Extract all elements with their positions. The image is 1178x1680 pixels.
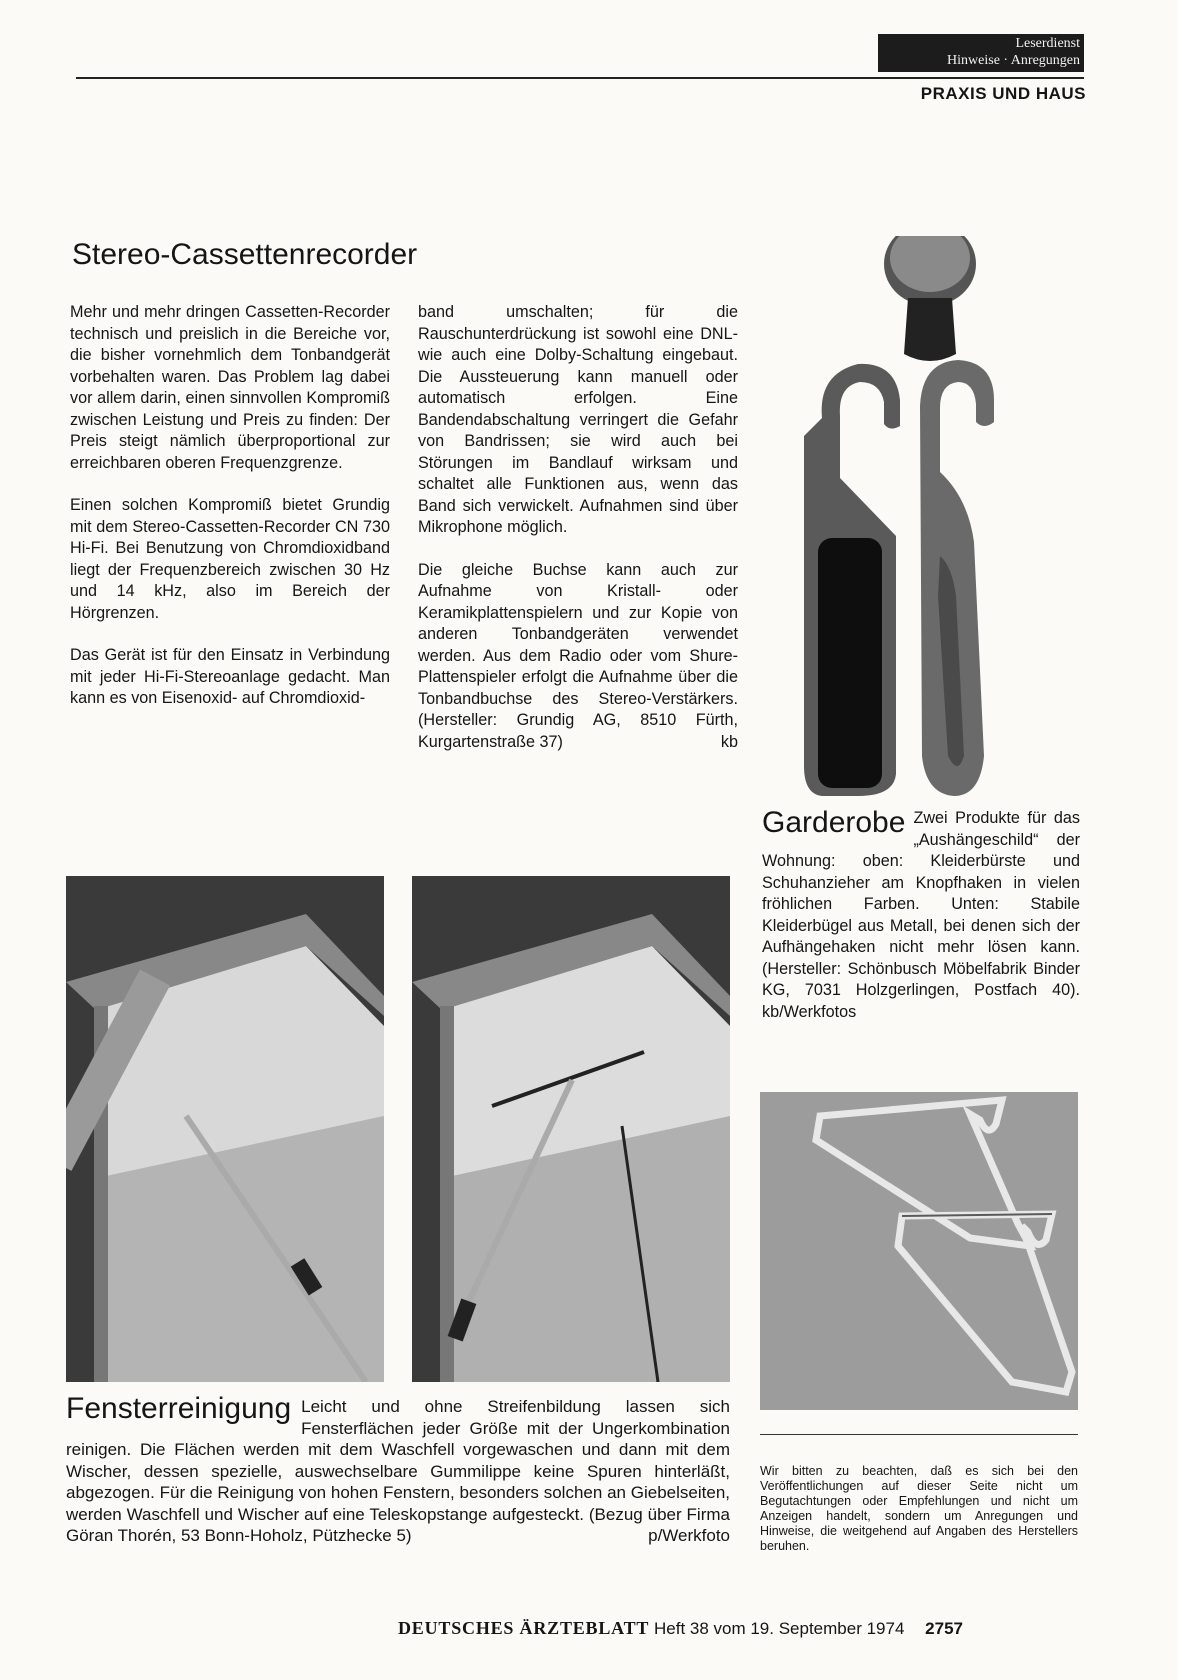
section-title: PRAXIS UND HAUS xyxy=(920,84,1086,103)
section-badge xyxy=(878,34,1084,72)
issue-info: Heft 38 vom 19. September 1974 xyxy=(653,1619,905,1638)
article-column-1 xyxy=(70,302,390,731)
paragraph: Die gleiche Buchse kann auch zur Aufnahme von Kristall- oder Keramikplattenspielern und zur Kopie von anderen Tonbandgeräten verwendet werden. Aus dem Radio oder vom Shure-Plattenspieler erfolgt die Aufnahme über die Tonbandbuchse des Stereo-Verstärkers. (Hersteller: Grundig AG, 8510 Fürth, Kurgartenstraße 37) kb xyxy=(418,560,738,754)
photo-brush-shoehorn xyxy=(798,236,1008,796)
paragraph: Einen solchen Kompromiß bietet Grundig mit dem Stereo-Cassetten-Recorder CN 730 Hi-Fi. Bei Benutzung von Chromdioxidband liegt der Frequenzbereich zwischen 30 Hz und 14 kHz, also im Bereich der Hörgrenzen. xyxy=(70,496,390,622)
photo-window-cleaning-2 xyxy=(412,876,730,1382)
note-rule xyxy=(760,1434,1078,1435)
paragraph: Mehr und mehr dringen Cassetten-Recorder technisch und preislich in die Bereiche vor, die bisher vornehmlich dem Tonbandgerät vorbehalten waren. Das Problem lag dabei vor allem darin, einen sinnvollen Kompromiß zwischen Leistung und Preis zu finden: Der Preis steigt nämlich überproportional zur erreichbaren oberen Frequenzgrenze. xyxy=(70,303,390,472)
article-title: Stereo-Cassettenrecorder xyxy=(72,238,418,271)
garderobe-text: Zwei Produkte für das „Aushängeschild“ der Wohnung: oben: Kleiderbürste und Schuhanzieher am Knopfhaken in vielen fröhlichen Farben. Unten: Stabile Kleiderbügel aus Metall, bei denen sich der Aufhängehaken nicht mehr lösen kann. (Hersteller: Schönbusch Möbelfabrik Binder KG, 7031 Holzgerlingen, Postfach 40). kb/Werkfotos xyxy=(762,809,1080,1021)
author-sign: kb xyxy=(720,732,738,751)
photo-window-cleaning-1 xyxy=(66,876,384,1382)
badge-line-1: Leserdienst xyxy=(1015,36,1080,51)
article-column-2 xyxy=(418,302,738,753)
disclaimer-note: Wir bitten zu beachten, daß es sich bei den Veröffentlichungen auf dieser Seite nicht um Begutachtungen oder Empfehlungen und nicht um Anzeigen handelt, sondern um Anregungen und Hinweise, die weitgehend auf Angaben des Herstellers beruhen. xyxy=(760,1464,1078,1553)
page-footer xyxy=(398,1618,963,1639)
paragraph: Das Gerät ist für den Einsatz in Verbindung mit jeder Hi-Fi-Stereoanlage gedacht. Man kann es von Eisenoxid- auf Chromdioxid- xyxy=(70,646,390,707)
garderobe-caption xyxy=(762,808,1080,1023)
fenster-sign: p/Werkfoto xyxy=(648,1526,730,1545)
paragraph: band umschalten; für die Rauschunterdrückung ist sowohl eine DNL- wie auch eine Dolby-Schaltung eingebaut. Die Aussteuerung kann manuell oder automatisch erfolgen. Eine Bandendabschaltung verringert die Gefahr von Bandrissen; sie wird auch bei Störungen im Bandlauf wirksam und schaltet alle Funktionen aus, wenn das Band sich verwickelt. Aufnahmen sind über Mikrophone möglich. xyxy=(418,303,738,536)
photo-hangers xyxy=(760,1092,1078,1410)
header-rule xyxy=(76,77,1084,79)
garderobe-heading: Garderobe xyxy=(762,806,906,839)
fenster-heading: Fensterreinigung xyxy=(66,1392,292,1425)
badge-line-2: Hinweise · Anregungen xyxy=(947,53,1080,68)
fenster-caption xyxy=(66,1392,730,1547)
page-number: 2757 xyxy=(925,1619,963,1638)
publication-name: DEUTSCHES ÄRZTEBLATT xyxy=(398,1618,650,1638)
fenster-text: Leicht und ohne Streifenbildung lassen sich Fensterflächen jeder Größe mit der Ungerkombination reinigen. Die Flächen werden mit dem Waschfell vorgewaschen und dann mit dem Wischer, dessen spezielle, auswechselbare Gummilippe keine Spuren hinterläßt, abgezogen. Für die Reinigung von hohen Fenstern, besonders solchen an Giebelseiten, werden Waschfell und Wischer auf eine Teleskopstange aufgesteckt. (Bezug über Firma Göran Thorén, 53 Bonn-Hoholz, Pützhecke 5) xyxy=(66,1397,730,1545)
